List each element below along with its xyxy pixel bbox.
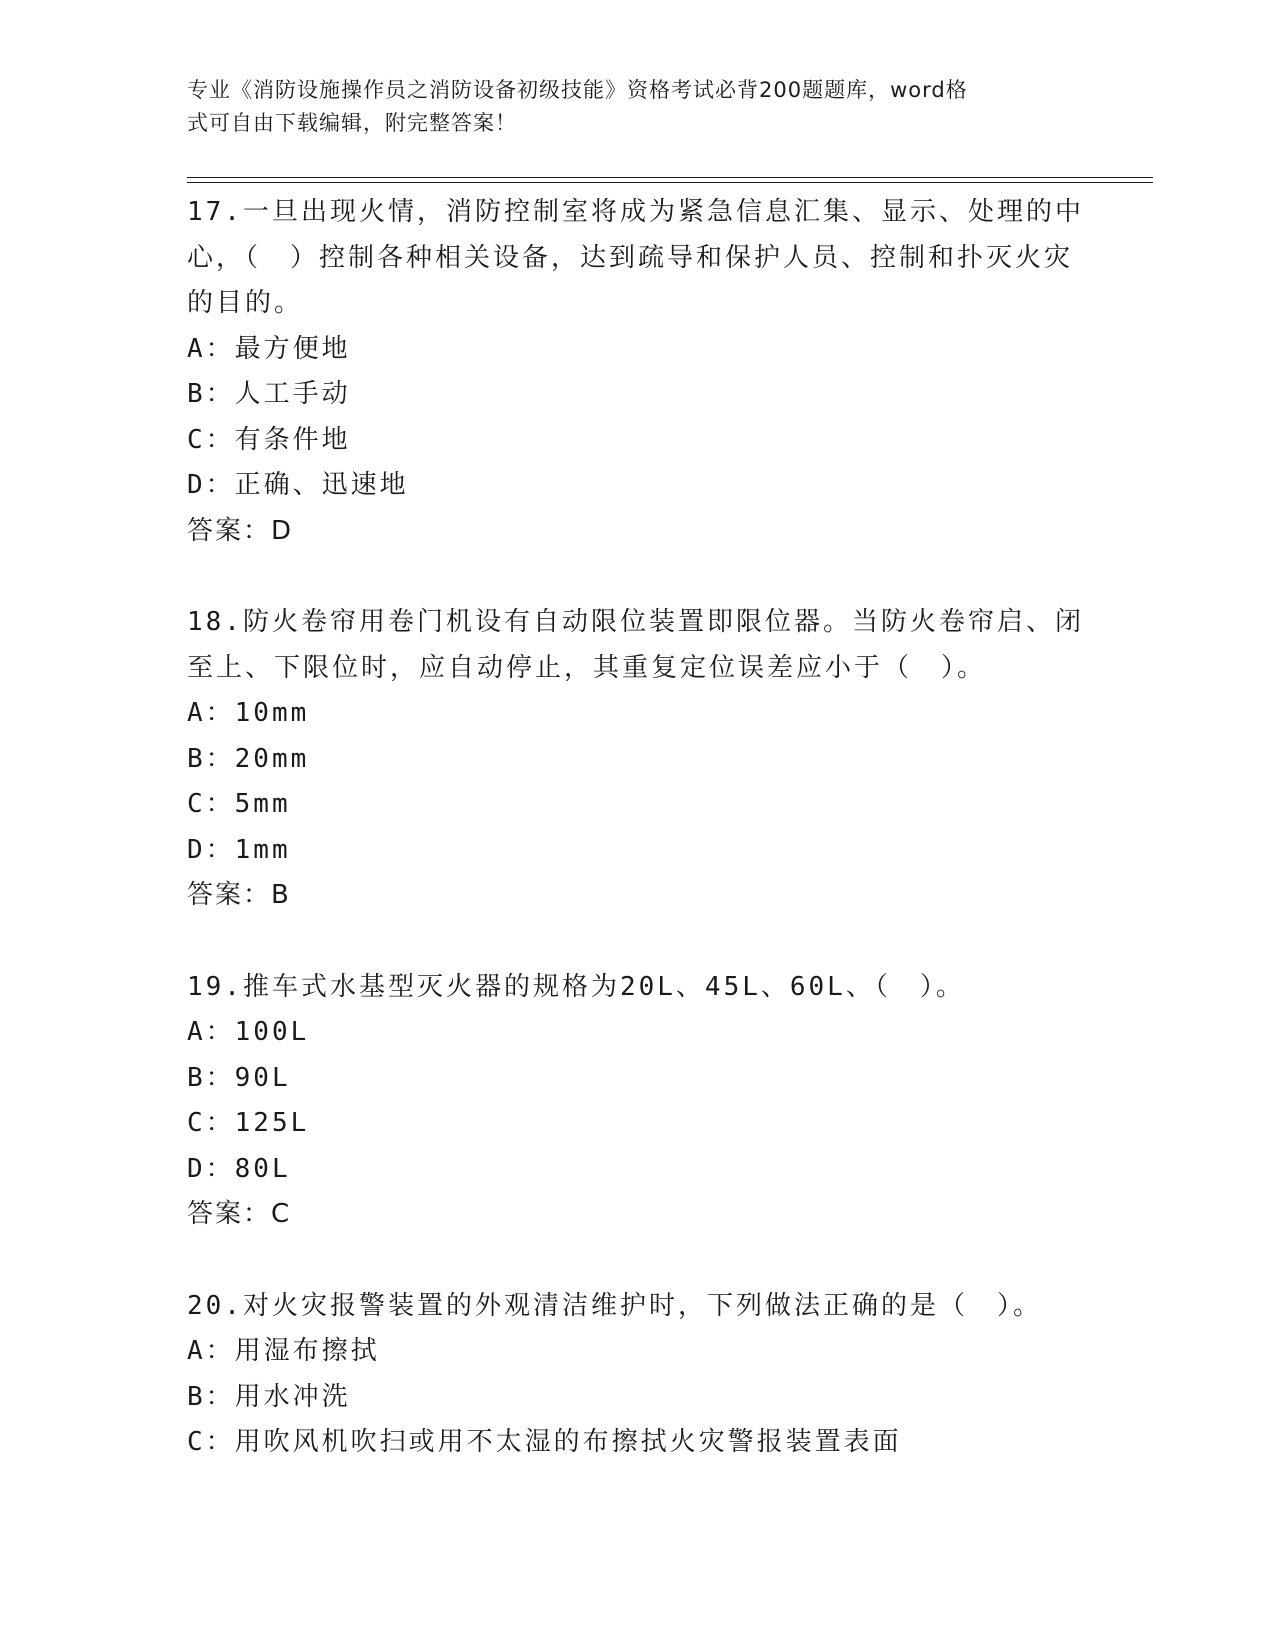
question-17	[187, 190, 1087, 554]
option-label: A：	[187, 1017, 235, 1047]
option-d	[187, 1147, 1087, 1193]
option-label: D：	[187, 470, 235, 500]
header-line-2: 式可自由下载编辑，附完整答案！	[187, 111, 517, 135]
answer-line	[187, 873, 1087, 919]
option-d	[187, 463, 1087, 509]
question-19	[187, 965, 1087, 1238]
answer-value: B	[271, 880, 290, 910]
option-text: 5mm	[234, 789, 291, 819]
option-label: A：	[187, 333, 235, 364]
option-text: 125L	[234, 1108, 310, 1138]
question-text: 19.推车式水基型灭火器的规格为20L、45L、60L、（ ）。	[187, 971, 965, 1002]
option-label: B：	[187, 743, 235, 774]
option-text: 80L	[234, 1153, 291, 1184]
question-18	[187, 600, 1087, 919]
option-c	[187, 1101, 1087, 1147]
option-label: B：	[187, 379, 235, 409]
option-label: B：	[187, 1381, 235, 1412]
option-c	[187, 782, 1087, 828]
option-text: 20mm	[234, 743, 310, 774]
option-label: D：	[187, 834, 235, 865]
header-divider-top	[187, 177, 1153, 178]
option-text: 用吹风机吹扫或用不太湿的布擦拭火灾警报装置表面	[234, 1427, 902, 1457]
option-label: C：	[187, 1427, 235, 1457]
option-label: A：	[187, 698, 235, 728]
question-text: 20.对火灾报警装置的外观清洁维护时，下列做法正确的是（ ）。	[187, 1290, 1042, 1321]
question-list	[187, 190, 1087, 1512]
option-text: 1mm	[234, 834, 291, 865]
option-c	[187, 1420, 1087, 1466]
question-20	[187, 1284, 1087, 1466]
answer-line	[187, 1192, 1087, 1238]
answer-label: 答案：	[187, 880, 272, 910]
option-label: A：	[187, 1336, 235, 1366]
answer-label: 答案：	[187, 1199, 272, 1229]
option-label: B：	[187, 1062, 235, 1093]
answer-value: C	[271, 1199, 291, 1229]
option-text: 90L	[234, 1062, 291, 1093]
option-label: C：	[187, 1108, 235, 1138]
option-text: 用湿布擦拭	[234, 1336, 380, 1366]
header-divider-bottom	[187, 182, 1153, 183]
answer-value: D	[271, 515, 293, 546]
question-text: 17.一旦出现火情，消防控制室将成为紧急信息汇集、显示、处理的中心，（ ）控制各种相关设备，达到疏导和保护人员、控制和扑灭火灾的目的。	[187, 197, 1084, 318]
option-label: D：	[187, 1153, 235, 1184]
option-b	[187, 1056, 1087, 1102]
option-a	[187, 691, 1087, 737]
option-a	[187, 1329, 1087, 1375]
option-b	[187, 1375, 1087, 1421]
option-text: 正确、迅速地	[234, 470, 409, 500]
option-text: 用水冲洗	[234, 1381, 351, 1412]
answer-line	[187, 509, 1087, 555]
answer-label: 答案：	[187, 515, 272, 546]
document-header	[187, 74, 1067, 140]
option-label: C：	[187, 424, 235, 455]
option-label: C：	[187, 789, 235, 819]
option-d	[187, 828, 1087, 874]
header-line-1: 专业《消防设施操作员之消防设备初级技能》资格考试必背200题题库，word格	[187, 78, 968, 102]
option-text: 有条件地	[234, 424, 351, 455]
option-text: 10mm	[234, 698, 310, 728]
option-text: 100L	[234, 1017, 310, 1047]
question-text: 18.防火卷帘用卷门机设有自动限位装置即限位器。当防火卷帘启、闭至上、下限位时，应自动停止，其重复定位误差应小于（ ）。	[187, 607, 1084, 683]
option-c	[187, 418, 1087, 464]
option-b	[187, 737, 1087, 783]
option-a	[187, 1010, 1087, 1056]
option-a	[187, 327, 1087, 373]
option-b	[187, 372, 1087, 418]
option-text: 人工手动	[234, 379, 351, 409]
option-text: 最方便地	[234, 333, 351, 364]
